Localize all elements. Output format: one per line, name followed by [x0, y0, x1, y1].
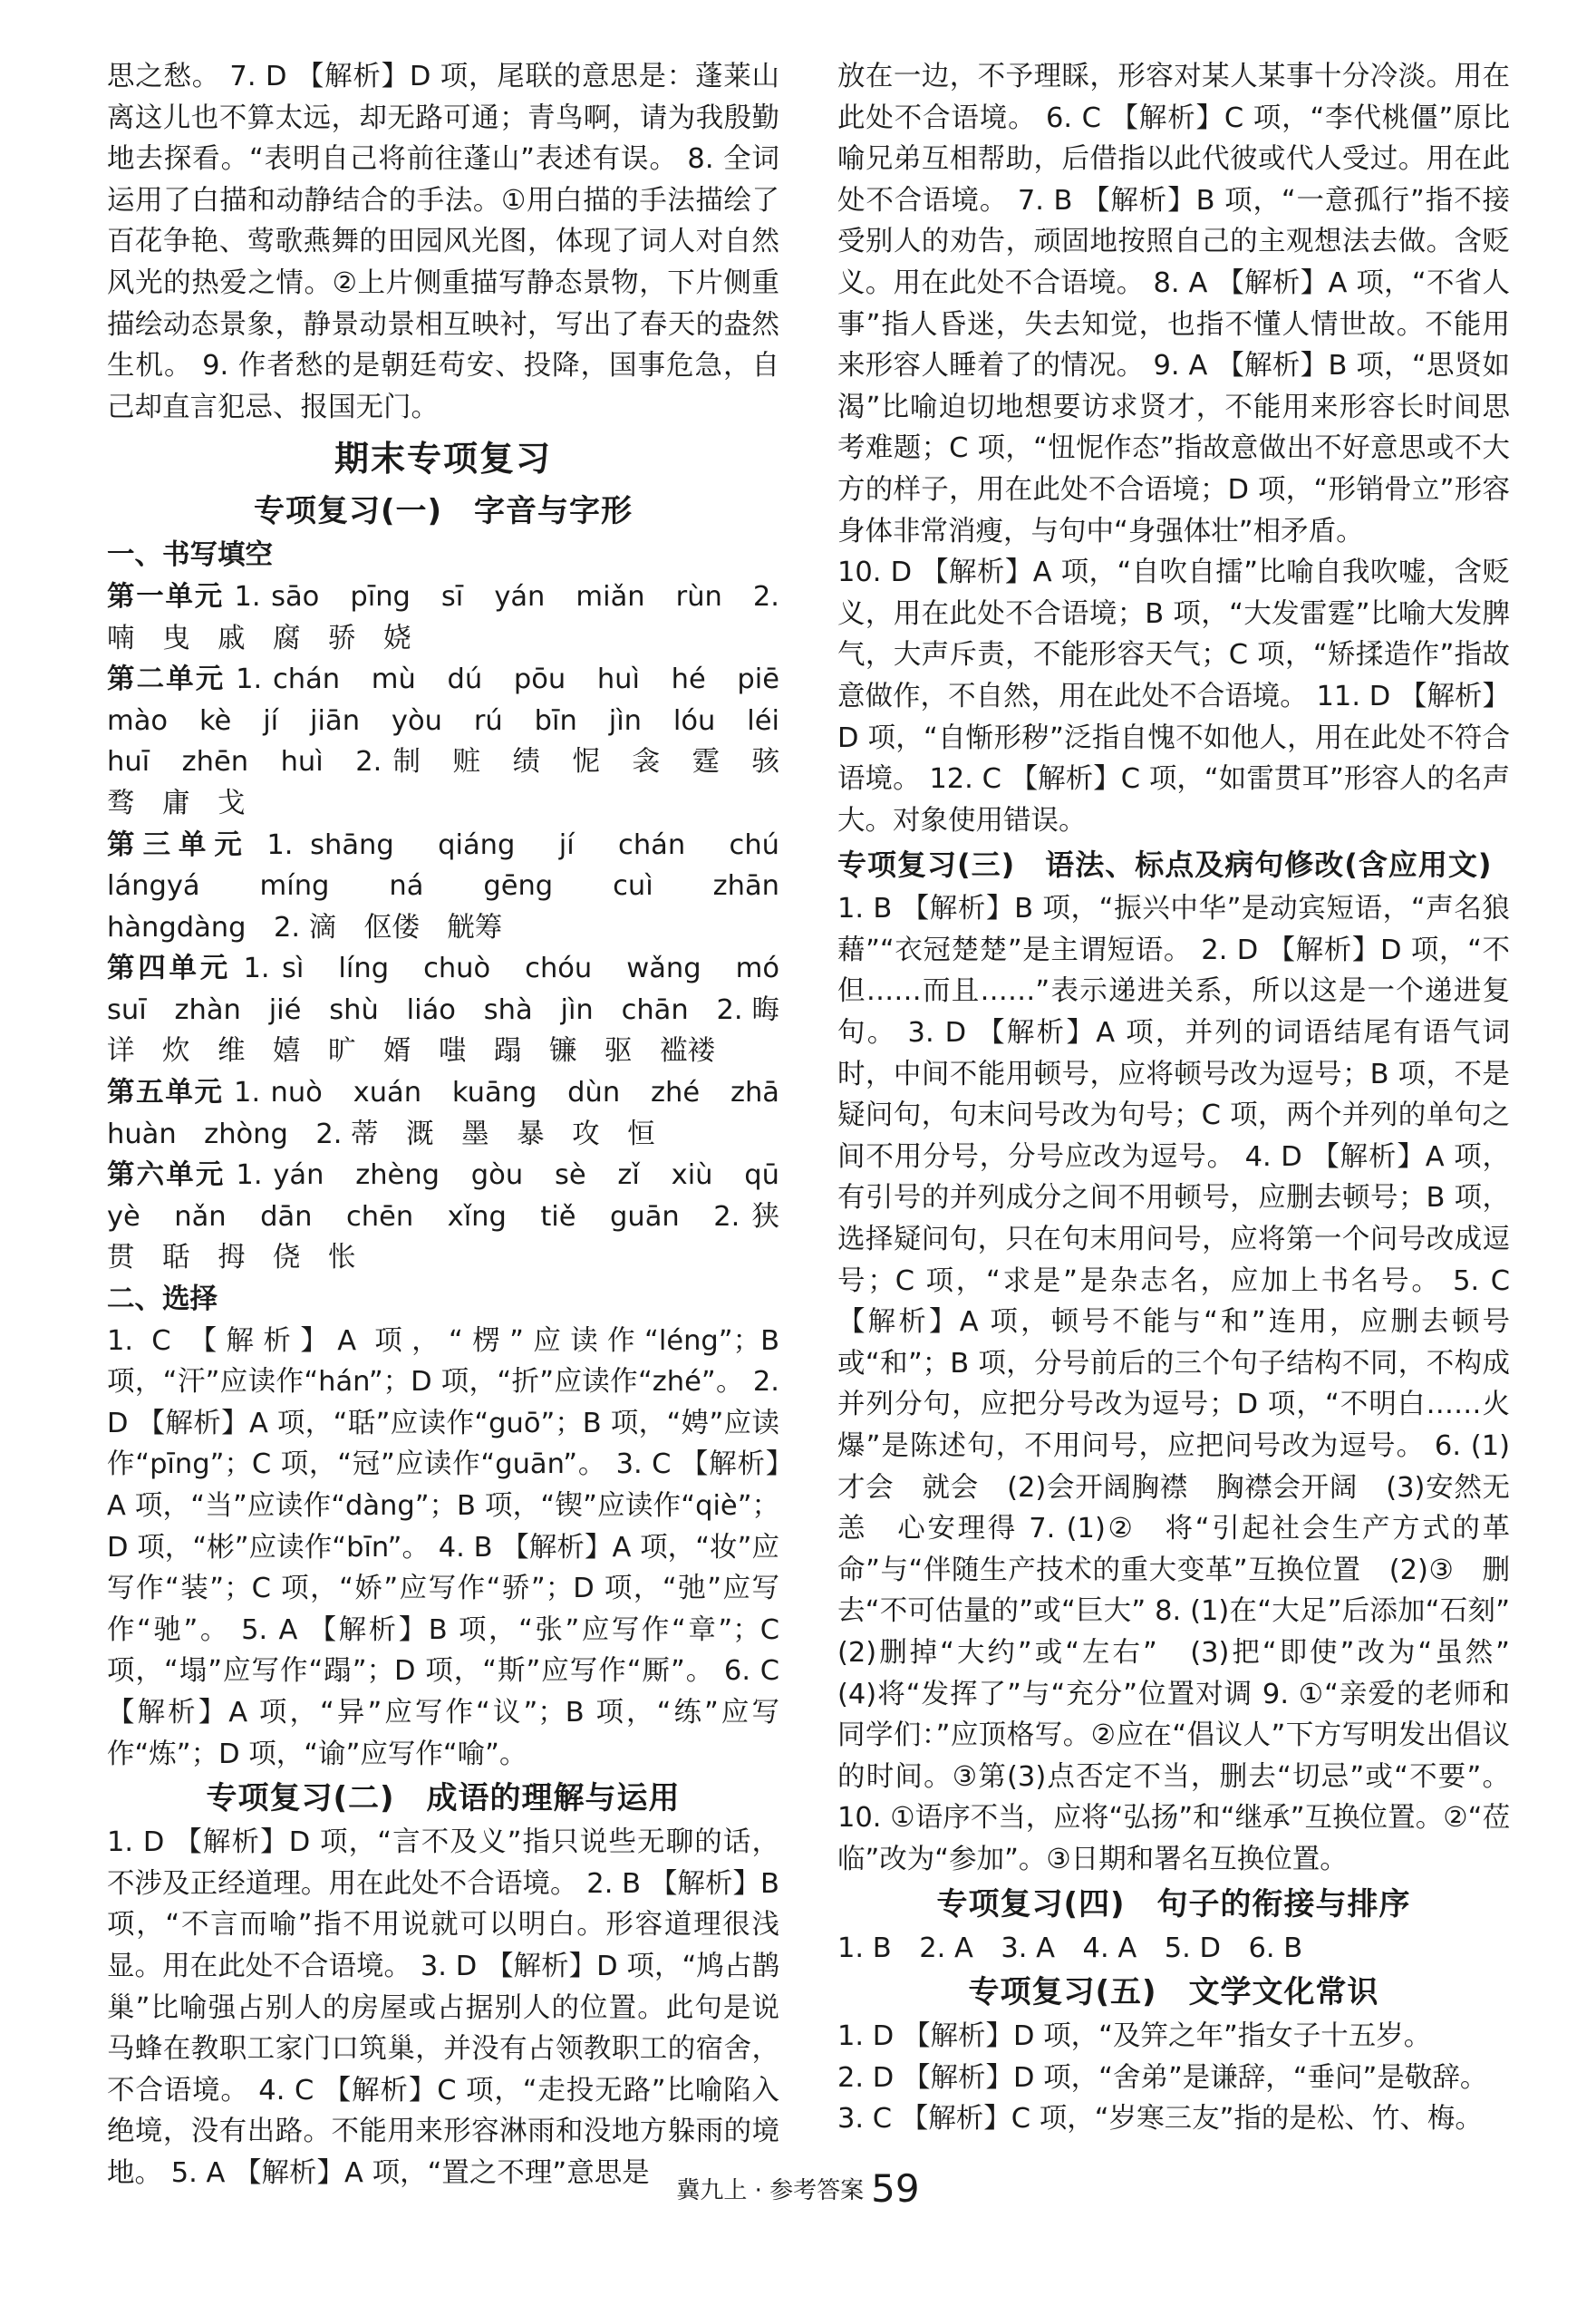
unit-5 — [107, 1072, 808, 1155]
choice-answers: 1. C 【解析】A 项，“楞”应读作“léng”；B 项，“汗”应读作“hán”；D 项，“折”应读作“zhé”。 2. D 【解析】A 项，“聒”应读作“guō”；B 项，“娉”应读作“pīng”；C 项，“冠”应读作“guān”。 3. C 【解析】A 项，“当”应读作“dàng”；B 项，“锲”应读作“qiè”；D 项，“彬”应读作“bīn”。 4. B 【解析】A 项，“妆”应写作“装”；C 项，“娇”应写作“骄”；D 项，“弛”应写作“驰”。 5. A 【解析】B 项，“张”应写作“章”；C 项，“塌”应写作“蹋”；D 项，“斯”应写作“厮”。 6. C 【解析】A 项，“异”应写作“议”；B 项，“练”应写作“炼”；D 项，“谕”应写作“喻”。 — [107, 1324, 779, 1770]
unit-4 — [107, 948, 808, 1072]
unit-answers: 1. nuò xuán kuāng dùn zhé zhā huàn zhòng 2. 蒂 溉 墨 暴 攻 恒 — [107, 1077, 808, 1150]
unit-3 — [107, 825, 808, 949]
section-5-answer: 2. D 【解析】D 项，“舍弟”是谦辞，“垂问”是敬辞。 — [837, 2061, 1488, 2094]
unit-label: 第六单元 — [107, 1159, 226, 1192]
section-4-title: 专项复习(四) 句子的衔接与排序 — [936, 1885, 1411, 1922]
section-5-answer: 3. C 【解析】C 项，“岁寒三友”指的是松、竹、梅。 — [837, 2103, 1483, 2136]
page-footer — [0, 2166, 1596, 2211]
unit-label: 第一单元 — [107, 580, 225, 613]
unit-answers: 1. yán zhèng gòu sè zǐ xiù qū yè nǎn dān chēn xǐng tiě guān 2. 狭 贯 聒 拇 侥 怅 — [107, 1159, 808, 1274]
unit-label: 第四单元 — [107, 953, 232, 985]
section-3-title: 专项复习(三) 语法、标点及病句修改(含应用文) — [837, 847, 1493, 883]
footer-label: 冀九上 · 参考答案 — [676, 2177, 865, 2204]
section-4-answers: 1. B 2. A 3. A 4. A 5. D 6. B — [837, 1932, 1303, 1964]
intro-paragraph: 思之愁。 7. D 【解析】D 项，尾联的意思是：蓬莱山离这儿也不算太远，却无路可通；青鸟啊，请为我殷勤地去探看。“表明自己将前往蓬山”表述有误。 8. 全词运用了白描和动静结合的手法。①用白描的手法描绘了百花争艳、莺歌燕舞的田园风光图，体现了词人对自然风光的热爱之情。②上片侧重描写静态景物，下片侧重描绘动态景象，静景动景相互映衬，写出了春天的盎然生机。 9. 作者愁的是朝廷苟安、投降，国事危急，自己却直言犯忌、报国无门。 — [107, 61, 779, 423]
section-5-title: 专项复习(五) 文学文化常识 — [968, 1974, 1379, 2011]
section-3-answers: 1. B 【解析】B 项，“振兴中华”是动宾短语，“声名狼藉”“衣冠楚楚”是主谓短语。 2. D 【解析】D 项，“不但……而且……”表示递进关系，所以这是一个递进复句。 3. D 【解析】A 项，并列的词语结尾有语气词时，中间不能用顿号，应将顿号改为逗号；B 项，不是疑问句，句末问号改为句号；C 项，两个并列的单句之间不用分号，分号应改为逗号。 4. D 【解析】A 项，有引号的并列成分之间不用顿号，应删去顿号；B 项，选择疑问句，只在句末用问号，应将第一个问号改成逗号；C 项，“求是”是杂志名，应加上书名号。 5. C 【解析】A 项，顿号不能与“和”连用，应删去顿号或“和”；B 项，分号前后的三个句子结构不同，不构成并列分句，应把分号改为逗号；D 项，“不明白……火爆”是陈述句，不用问号，应把问号改为逗号。 6. (1)才会 就会 (2)会开阔胸襟 胸襟会开阔 (3)安然无恙 心安理得 7. (1)② 将“引起社会生产方式的革命”与“伴随生产技术的重大变革”互换位置 (2)③ 删去“不可估量的”或“巨大” 8. (1)在“大足”后添加“石刻” (2)删掉“大约”或“左右” (3)把“即使”改为“虽然” (4)将“发挥了”与“充分”位置对调 9. ①“亲爱的老师和同学们：”应顶格写。②应在“倡议人”下方写明发出倡议的时间。③第(3)点否定不当，删去“切忌”或“不要”。 10. ①语序不当，应将“弘扬”和“继承”互换位置。②“莅临”改为“参加”。③日期和署名互换位置。 — [837, 893, 1538, 1875]
subsection-fill-title: 一、书写填空 — [107, 539, 273, 572]
section-2-continued-2: 10. D 【解析】A 项，“自吹自擂”比喻自我吹嘘，含贬义，用在此处不合语境；B 项，“大发雷霆”比喻大发脾气，大声斥责，不能形容天气；C 项，“矫揉造作”指故意做作，不自然，用在此处不合语境。 11. D 【解析】D 项，“自惭形秽”泛指自愧不如他人，用在此处不符合语境。 12. C 【解析】C 项，“如雷贯耳”形容人的名声大。对象使用错误。 — [837, 557, 1510, 837]
unit-2 — [107, 659, 808, 824]
unit-label: 第三单元 — [107, 828, 250, 861]
unit-6 — [107, 1155, 808, 1279]
unit-answers: 1. sì líng chuò chóu wǎng mó suī zhàn jié shù liáo shà jìn chān 2. 晦 详 炊 维 嬉 旷 婿 嗤 蹋 镰 驱 褴褛 — [107, 953, 808, 1068]
right-column — [837, 56, 1538, 2140]
unit-label: 第二单元 — [107, 663, 226, 696]
left-column — [107, 56, 808, 2194]
unit-answers: 1. chán mù dú pōu huì hé piē mào kè jí jiān yòu rú bīn jìn lóu léi huī zhēn huì 2. 制 赃 绩 怩 衾 霆 骇 骛 庸 戈 — [107, 663, 808, 819]
section-2-continued: 放在一边，不予理睬，形容对某人某事十分冷淡。用在此处不合语境。 6. C 【解析】C 项，“李代桃僵”原比喻兄弟互相帮助，后借指以此代彼或代人受过。用在此处不合语境。 7. B 【解析】B 项，“一意孤行”指不接受别人的劝告，顽固地按照自己的主观想法去做。含贬义。用在此处不合语境。 8. A 【解析】A 项，“不省人事”指人昏迷，失去知觉，也指不懂人情世故。不能用来形容人睡着了的情况。 9. A 【解析】B 项，“思贤如渴”比喻迫切地想要访求贤才，不能用来形容长时间思考难题；C 项，“忸怩作态”指故意做出不好意思或不大方的样子，用在此处不合语境；D 项，“形销骨立”形容身体非常消瘦，与句中“身强体壮”相矛盾。 — [837, 61, 1510, 547]
page-number: 59 — [871, 2166, 920, 2211]
section-5-answer: 1. D 【解析】D 项，“及笄之年”指女子十五岁。 — [837, 2020, 1432, 2053]
page-main-title: 期末专项复习 — [334, 439, 552, 479]
section-2-title: 专项复习(二) 成语的理解与运用 — [206, 1780, 681, 1817]
section-2-answers: 1. D 【解析】D 项，“言不及义”指只说些无聊的话，不涉及正经道理。用在此处不合语境。 2. B 【解析】B 项，“不言而喻”指不用说就可以明白。形容道理很浅显。用在此处不合语境。 3. D 【解析】D 项，“鸠占鹊巢”比喻强占别人的房屋或占据别人的位置。此句是说马蜂在教职工家门口筑巢，并没有占领教职工的宿舍，不合语境。 4. C 【解析】C 项，“走投无路”比喻陷入绝境，没有出路。不能用来形容淋雨和没地方躲雨的境地。 5. A 【解析】A 项，“置之不理”意思是 — [107, 1826, 779, 2189]
section-1-title: 专项复习(一) 字音与字形 — [253, 493, 634, 530]
unit-1 — [107, 576, 779, 659]
unit-label: 第五单元 — [107, 1077, 224, 1109]
unit-answers: 1. sāo pīng sī yán miǎn rùn 2. 喃 曳 戚 腐 骄 娆 — [107, 580, 779, 654]
unit-answers: 1. shāng qiáng jí chán chú lángyá míng ná gēng cuì zhān hàngdàng 2. 滴 伛偻 觥筹 — [107, 828, 808, 944]
subsection-choice-title: 二、选择 — [107, 1283, 218, 1316]
